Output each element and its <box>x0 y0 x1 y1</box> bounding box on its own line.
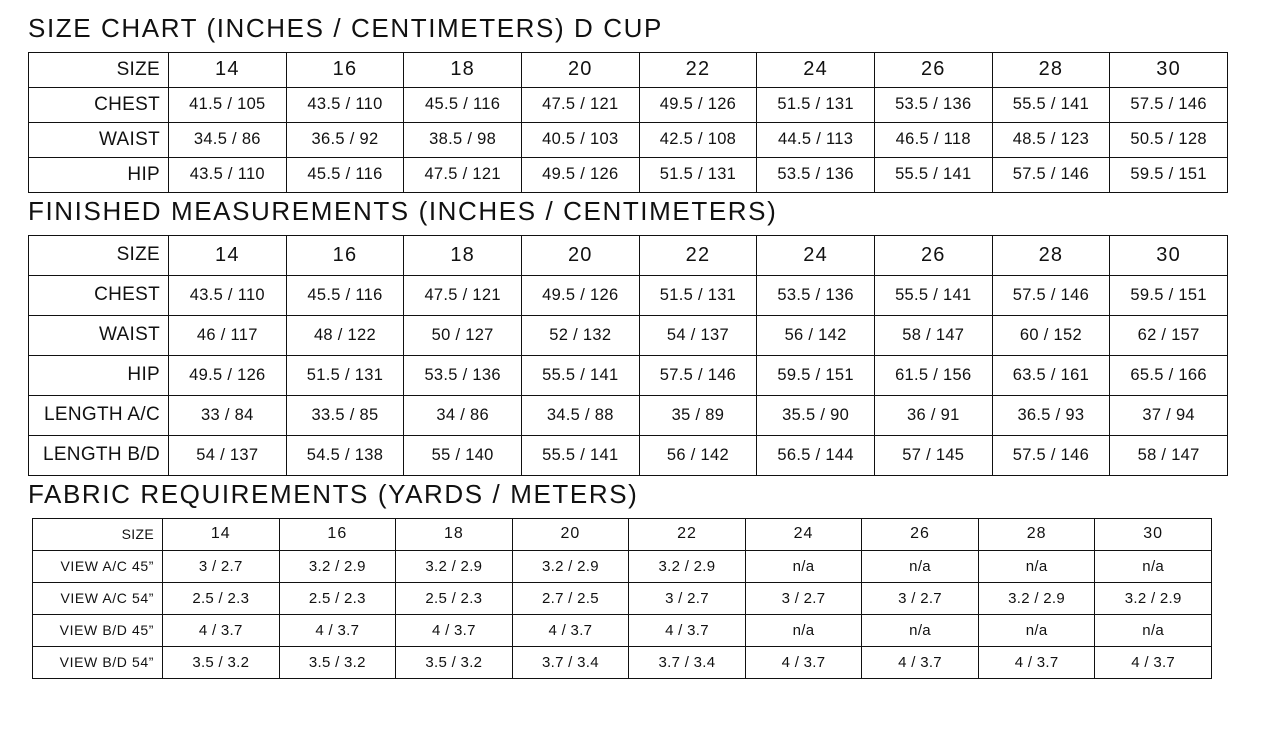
table-cell: 4 / 3.7 <box>512 614 629 646</box>
table-cell: 38.5 / 98 <box>404 122 522 157</box>
column-header: 18 <box>404 52 522 87</box>
table-row <box>29 315 1228 355</box>
row-label: CHEST <box>29 87 169 122</box>
table-cell: 3.7 / 3.4 <box>512 646 629 678</box>
table-row <box>33 550 1212 582</box>
size-chart-table <box>28 52 1228 193</box>
row-label: VIEW A/C 54” <box>33 582 163 614</box>
column-header: 16 <box>286 235 404 275</box>
column-header: 26 <box>874 52 992 87</box>
table-cell: 57.5 / 146 <box>639 355 757 395</box>
table-cell: 3.2 / 2.9 <box>1095 582 1212 614</box>
table-cell: 55.5 / 141 <box>521 435 639 475</box>
row-label: LENGTH B/D <box>29 435 169 475</box>
table-cell: 51.5 / 131 <box>639 157 757 192</box>
column-header: 16 <box>286 52 404 87</box>
section-title: FABRIC REQUIREMENTS (YARDS / METERS) <box>28 478 639 509</box>
table-cell: 46.5 / 118 <box>874 122 992 157</box>
table-cell: 42.5 / 108 <box>639 122 757 157</box>
column-header: 28 <box>978 518 1095 550</box>
table-cell: n/a <box>1095 550 1212 582</box>
table-cell: 57.5 / 146 <box>992 275 1110 315</box>
corner-label: SIZE <box>29 52 169 87</box>
table-cell: 3 / 2.7 <box>629 582 746 614</box>
column-header: 20 <box>512 518 629 550</box>
table-cell: n/a <box>978 614 1095 646</box>
table-cell: 43.5 / 110 <box>169 157 287 192</box>
table-cell: 41.5 / 105 <box>169 87 287 122</box>
table-cell: 54 / 137 <box>639 315 757 355</box>
table-cell: 59.5 / 151 <box>757 355 875 395</box>
table-cell: 4 / 3.7 <box>279 614 396 646</box>
table-cell: 55.5 / 141 <box>521 355 639 395</box>
column-header: 20 <box>521 52 639 87</box>
table-cell: 53.5 / 136 <box>757 275 875 315</box>
table-cell: 52 / 132 <box>521 315 639 355</box>
table-cell: 4 / 3.7 <box>163 614 280 646</box>
table-cell: 35 / 89 <box>639 395 757 435</box>
corner-label: SIZE <box>29 235 169 275</box>
table-cell: 57.5 / 146 <box>1110 87 1228 122</box>
section-fabric-requirements <box>28 480 1236 679</box>
table-cell: 55.5 / 141 <box>874 157 992 192</box>
table-cell: 53.5 / 136 <box>404 355 522 395</box>
table-row <box>33 582 1212 614</box>
table-row <box>33 614 1212 646</box>
column-header: 28 <box>992 235 1110 275</box>
table-cell: 57.5 / 146 <box>992 157 1110 192</box>
column-header: 30 <box>1095 518 1212 550</box>
table-header-row <box>29 52 1228 87</box>
table-cell: 56 / 142 <box>639 435 757 475</box>
column-header: 22 <box>629 518 746 550</box>
table-cell: 58 / 147 <box>1110 435 1228 475</box>
table-cell: 49.5 / 126 <box>639 87 757 122</box>
row-label: CHEST <box>29 275 169 315</box>
column-header: 22 <box>639 52 757 87</box>
table-cell: 60 / 152 <box>992 315 1110 355</box>
table-cell: 36 / 91 <box>874 395 992 435</box>
table-cell: 65.5 / 166 <box>1110 355 1228 395</box>
table-cell: 45.5 / 116 <box>286 275 404 315</box>
table-cell: 33.5 / 85 <box>286 395 404 435</box>
table-cell: 3.7 / 3.4 <box>629 646 746 678</box>
table-cell: 4 / 3.7 <box>978 646 1095 678</box>
table-cell: 48.5 / 123 <box>992 122 1110 157</box>
table-row <box>33 646 1212 678</box>
table-cell: 55.5 / 141 <box>874 275 992 315</box>
table-cell: 46 / 117 <box>169 315 287 355</box>
row-label: WAIST <box>29 315 169 355</box>
table-cell: 47.5 / 121 <box>404 275 522 315</box>
table-cell: 2.5 / 2.3 <box>396 582 513 614</box>
table-cell: 3.2 / 2.9 <box>279 550 396 582</box>
row-label: WAIST <box>29 122 169 157</box>
table-cell: 33 / 84 <box>169 395 287 435</box>
table-cell: 4 / 3.7 <box>1095 646 1212 678</box>
table-row <box>29 122 1228 157</box>
table-row <box>29 355 1228 395</box>
table-cell: n/a <box>745 614 862 646</box>
row-label: LENGTH A/C <box>29 395 169 435</box>
table-cell: 3 / 2.7 <box>745 582 862 614</box>
table-cell: 4 / 3.7 <box>396 614 513 646</box>
table-cell: 34 / 86 <box>404 395 522 435</box>
column-header: 18 <box>404 235 522 275</box>
finished-measurements-table <box>28 235 1228 476</box>
table-cell: 3.2 / 2.9 <box>629 550 746 582</box>
table-cell: 3.2 / 2.9 <box>396 550 513 582</box>
table-cell: 50 / 127 <box>404 315 522 355</box>
table-cell: 3.5 / 3.2 <box>396 646 513 678</box>
table-cell: 2.7 / 2.5 <box>512 582 629 614</box>
column-header: 30 <box>1110 52 1228 87</box>
row-label: VIEW A/C 45” <box>33 550 163 582</box>
table-cell: 49.5 / 126 <box>169 355 287 395</box>
table-cell: 56.5 / 144 <box>757 435 875 475</box>
table-cell: 49.5 / 126 <box>521 275 639 315</box>
table-cell: 3.5 / 3.2 <box>163 646 280 678</box>
table-cell: 47.5 / 121 <box>521 87 639 122</box>
table-cell: 36.5 / 92 <box>286 122 404 157</box>
table-cell: 45.5 / 116 <box>404 87 522 122</box>
corner-label: SIZE <box>33 518 163 550</box>
column-header: 14 <box>169 235 287 275</box>
table-cell: 54 / 137 <box>169 435 287 475</box>
table-cell: 61.5 / 156 <box>874 355 992 395</box>
table-cell: n/a <box>862 550 979 582</box>
table-cell: 59.5 / 151 <box>1110 157 1228 192</box>
column-header: 16 <box>279 518 396 550</box>
column-header: 28 <box>992 52 1110 87</box>
table-cell: 3.5 / 3.2 <box>279 646 396 678</box>
row-label: HIP <box>29 355 169 395</box>
table-cell: 36.5 / 93 <box>992 395 1110 435</box>
table-cell: 48 / 122 <box>286 315 404 355</box>
table-cell: 34.5 / 86 <box>169 122 287 157</box>
table-cell: 51.5 / 131 <box>639 275 757 315</box>
column-header: 24 <box>757 52 875 87</box>
table-cell: 49.5 / 126 <box>521 157 639 192</box>
table-cell: 45.5 / 116 <box>286 157 404 192</box>
table-cell: 43.5 / 110 <box>169 275 287 315</box>
table-header-row <box>29 235 1228 275</box>
table-cell: 44.5 / 113 <box>757 122 875 157</box>
table-cell: 55 / 140 <box>404 435 522 475</box>
table-cell: 59.5 / 151 <box>1110 275 1228 315</box>
table-cell: 35.5 / 90 <box>757 395 875 435</box>
table-cell: 57.5 / 146 <box>992 435 1110 475</box>
table-cell: 4 / 3.7 <box>862 646 979 678</box>
column-header: 14 <box>169 52 287 87</box>
table-cell: 37 / 94 <box>1110 395 1228 435</box>
table-cell: 51.5 / 131 <box>286 355 404 395</box>
table-cell: 53.5 / 136 <box>874 87 992 122</box>
column-header: 26 <box>862 518 979 550</box>
table-cell: 63.5 / 161 <box>992 355 1110 395</box>
column-header: 26 <box>874 235 992 275</box>
fabric-requirements-table <box>32 518 1212 679</box>
table-cell: 3 / 2.7 <box>862 582 979 614</box>
column-header: 24 <box>745 518 862 550</box>
column-header: 24 <box>757 235 875 275</box>
column-header: 30 <box>1110 235 1228 275</box>
table-row <box>29 157 1228 192</box>
section-size-chart <box>28 14 1236 193</box>
table-header-row <box>33 518 1212 550</box>
column-header: 18 <box>396 518 513 550</box>
table-cell: 57 / 145 <box>874 435 992 475</box>
table-cell: 4 / 3.7 <box>629 614 746 646</box>
table-cell: 47.5 / 121 <box>404 157 522 192</box>
column-header: 22 <box>639 235 757 275</box>
row-label: HIP <box>29 157 169 192</box>
table-cell: 3 / 2.7 <box>163 550 280 582</box>
table-cell: n/a <box>978 550 1095 582</box>
table-cell: n/a <box>1095 614 1212 646</box>
table-cell: 50.5 / 128 <box>1110 122 1228 157</box>
row-label: VIEW B/D 54” <box>33 646 163 678</box>
table-cell: 51.5 / 131 <box>757 87 875 122</box>
table-cell: n/a <box>745 550 862 582</box>
table-cell: 55.5 / 141 <box>992 87 1110 122</box>
section-finished-measurements <box>28 197 1236 476</box>
table-row <box>29 275 1228 315</box>
table-cell: 62 / 157 <box>1110 315 1228 355</box>
table-cell: 4 / 3.7 <box>745 646 862 678</box>
table-cell: 58 / 147 <box>874 315 992 355</box>
table-cell: 40.5 / 103 <box>521 122 639 157</box>
table-cell: 54.5 / 138 <box>286 435 404 475</box>
column-header: 14 <box>163 518 280 550</box>
table-cell: 3.2 / 2.9 <box>978 582 1095 614</box>
table-cell: 56 / 142 <box>757 315 875 355</box>
table-cell: 34.5 / 88 <box>521 395 639 435</box>
row-label: VIEW B/D 45” <box>33 614 163 646</box>
table-cell: 2.5 / 2.3 <box>163 582 280 614</box>
table-cell: 43.5 / 110 <box>286 87 404 122</box>
table-cell: 53.5 / 136 <box>757 157 875 192</box>
table-cell: n/a <box>862 614 979 646</box>
table-row <box>29 87 1228 122</box>
column-header: 20 <box>521 235 639 275</box>
table-row <box>29 435 1228 475</box>
table-row <box>29 395 1228 435</box>
page-title: SIZE CHART (INCHES / CENTIMETERS) D CUP <box>28 13 663 43</box>
table-cell: 3.2 / 2.9 <box>512 550 629 582</box>
section-title: FINISHED MEASUREMENTS (INCHES / CENTIMETERS) <box>28 195 778 226</box>
table-cell: 2.5 / 2.3 <box>279 582 396 614</box>
